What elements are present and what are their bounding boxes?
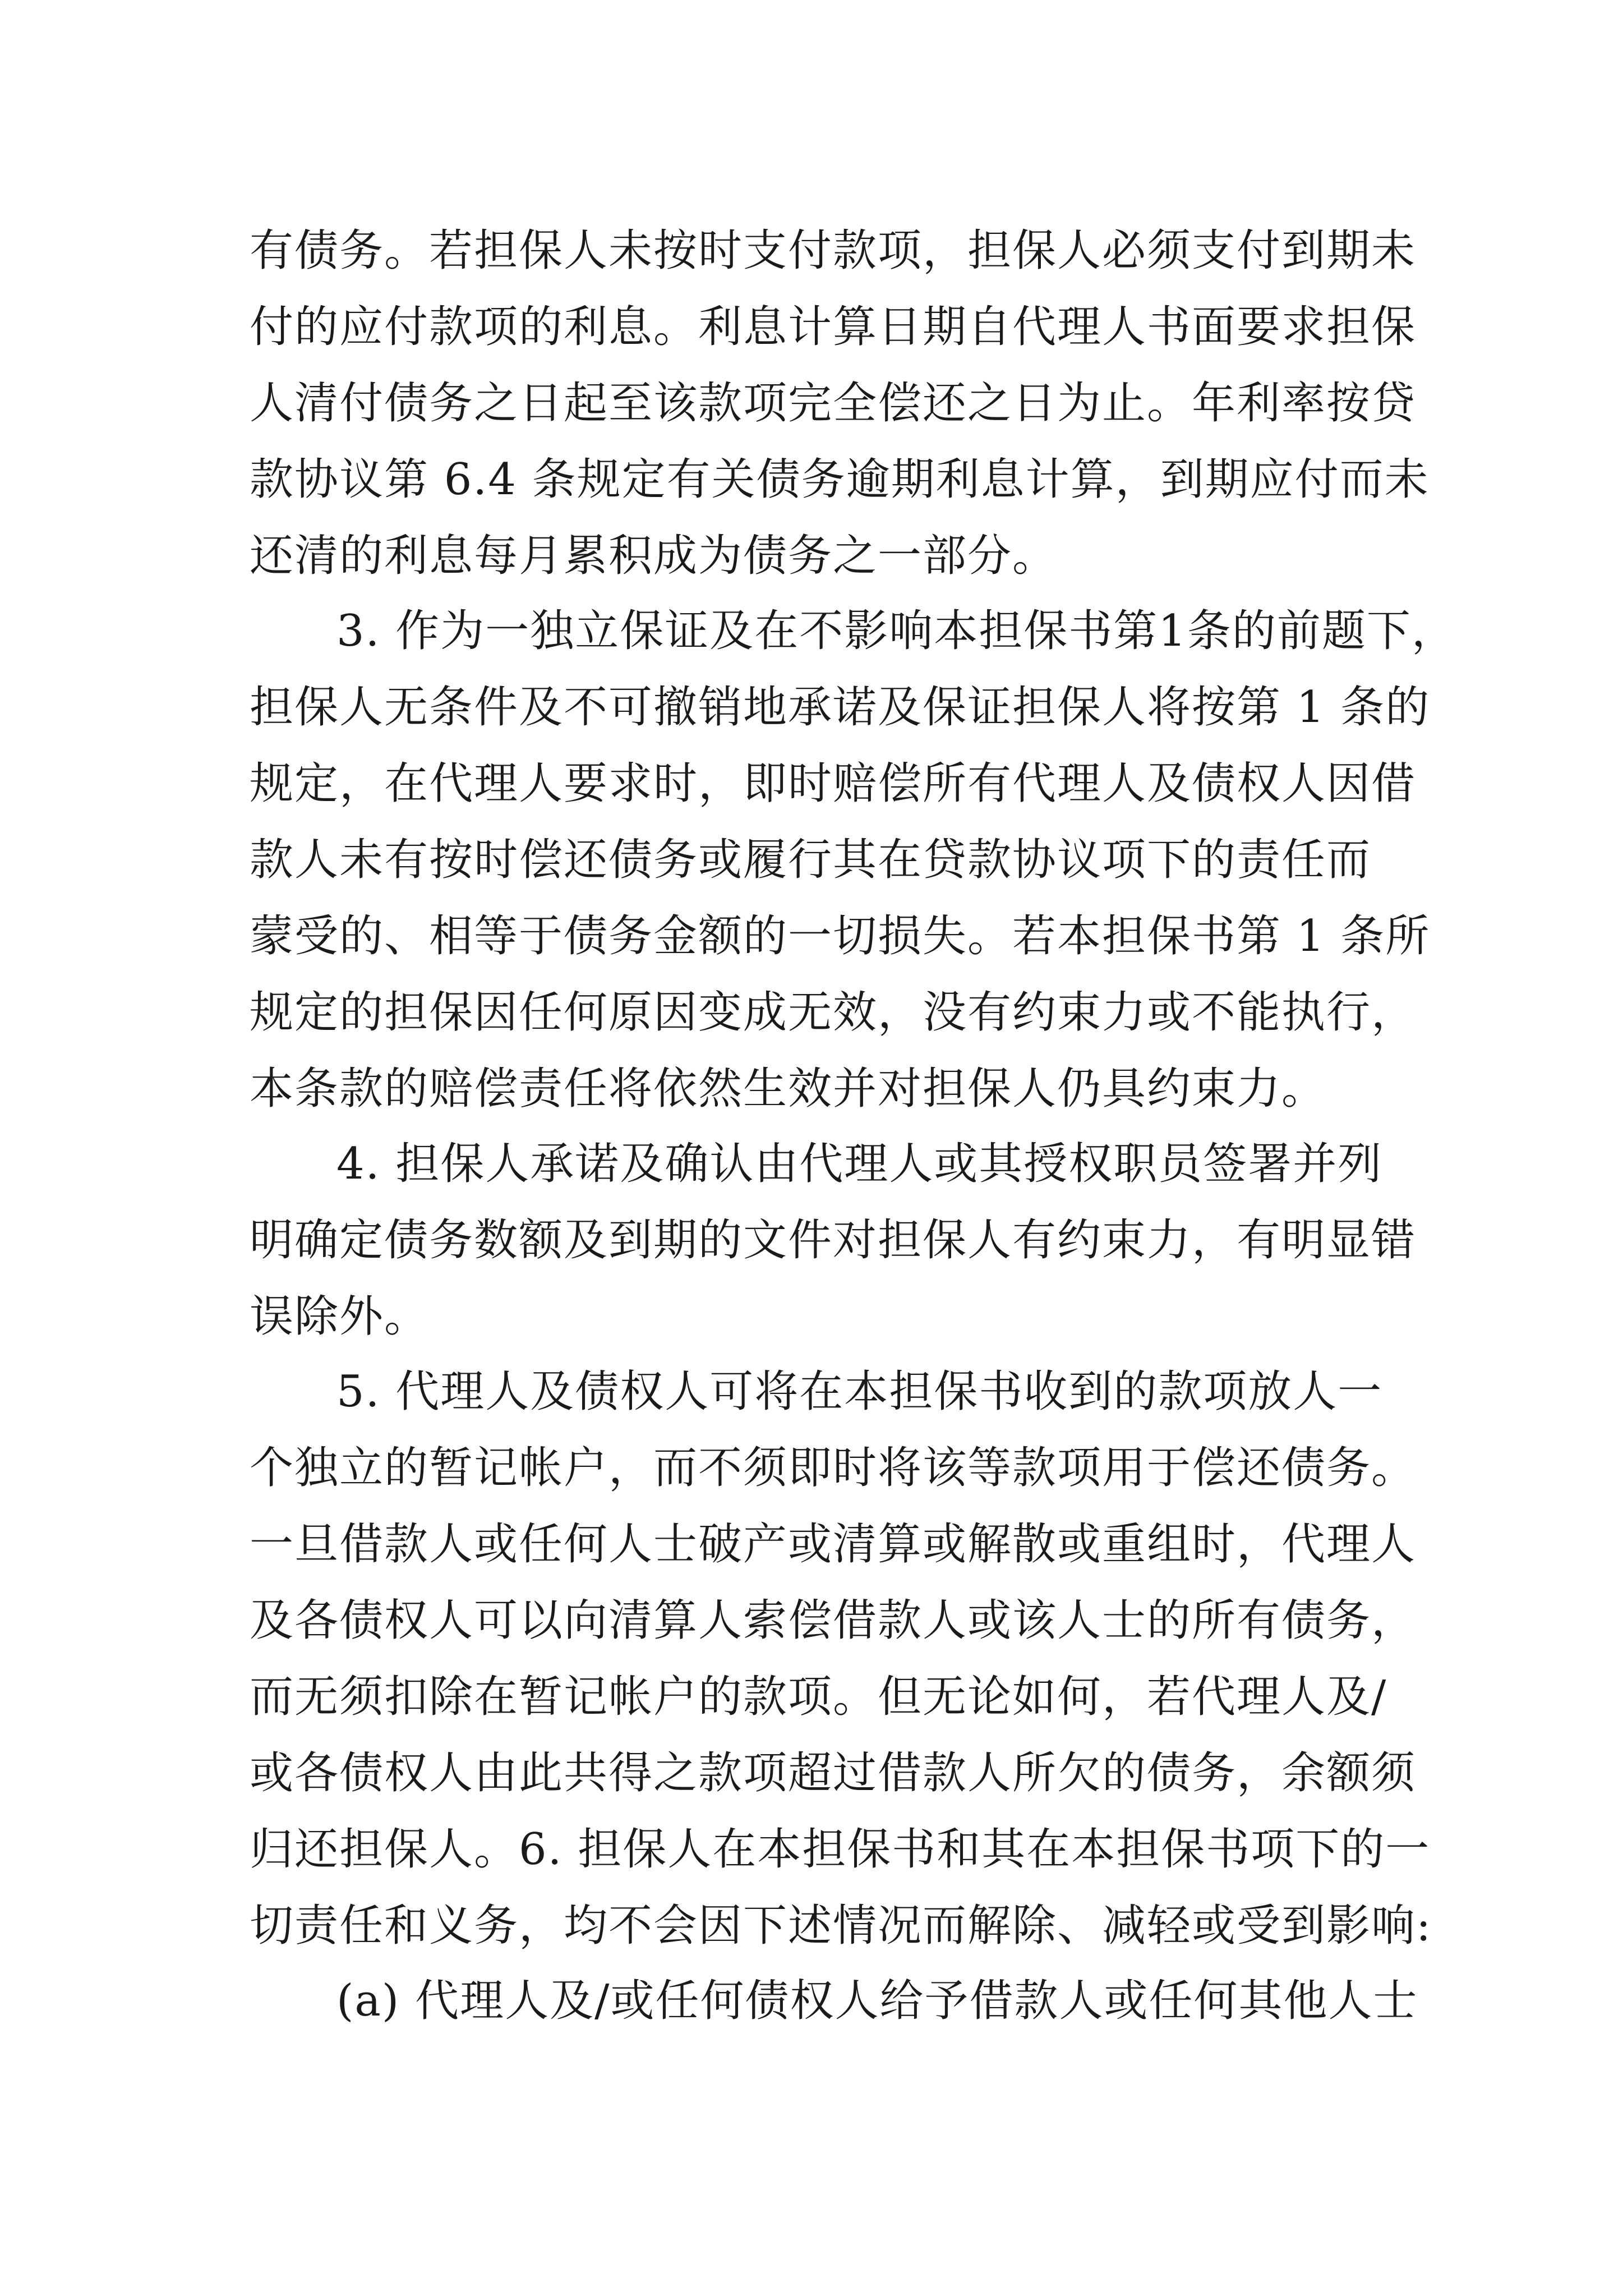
paragraph-line: 切责任和义务，均不会因下述情况而解除、减轻或受到影响: <box>250 1901 1432 1951</box>
paragraph-line: 误除外。 <box>250 1291 430 1342</box>
paragraph-line: 担保人无条件及不可撤销地承诺及保证担保人将按第 1 条的 <box>250 682 1431 733</box>
clause-3-line: 3. 作为一独立保证及在不影响本担保书第1条的前题下， <box>336 606 1456 656</box>
paragraph-line: 明确定债务数额及到期的文件对担保人有约束力，有明显错 <box>250 1215 1417 1266</box>
paragraph-line: 本条款的赔偿责任将依然生效并对担保人仍具约束力。 <box>250 1064 1327 1114</box>
paragraph-line: 个独立的暂记帐户，而不须即时将该等款项用于偿还债务。 <box>250 1443 1417 1493</box>
clause-5-line: 5. 代理人及债权人可将在本担保书收到的款项放人一 <box>336 1366 1383 1417</box>
clause-6a-line: (a) 代理人及/或任何债权人给予借款人或任何其他人士 <box>336 1976 1418 2026</box>
paragraph-line: 付的应付款项的利息。利息计算日期自代理人书面要求担保 <box>250 302 1417 352</box>
paragraph-line: 人清付债务之日起至该款项完全偿还之日为止。年利率按贷 <box>250 378 1417 429</box>
paragraph-line: 归还担保人。6. 担保人在本担保书和其在本担保书项下的一 <box>250 1824 1431 1875</box>
clause-4-line: 4. 担保人承诺及确认由代理人或其授权职员签署并列 <box>336 1139 1383 1189</box>
paragraph-line: 而无须扣除在暂记帐户的款项。但无论如何，若代理人及/ <box>250 1672 1387 1722</box>
paragraph-line: 款人未有按时偿还债务或履行其在贷款协议项下的责任而 <box>250 835 1372 885</box>
paragraph-line: 款协议第 6.4 条规定有关债务逾期利息计算，到期应付而未 <box>250 454 1430 505</box>
paragraph-line: 还清的利息每月累积成为债务之一部分。 <box>250 531 1058 581</box>
paragraph-line: 及各债权人可以向清算人索偿借款人或该人士的所有债务， <box>250 1595 1417 1646</box>
paragraph-line: 规定，在代理人要求时，即时赔偿所有代理人及债权人因借 <box>250 758 1417 809</box>
paragraph-line: 一旦借款人或任何人士破产或清算或解散或重组时，代理人 <box>250 1519 1417 1570</box>
paragraph-line: 蒙受的、相等于债务金额的一切损失。若本担保书第 1 条所 <box>250 911 1431 961</box>
paragraph-line: 或各债权人由此共得之款项超过借款人所欠的债务，余额须 <box>250 1748 1417 1798</box>
paragraph-line: 规定的担保因任何原因变成无效，没有约束力或不能执行， <box>250 987 1417 1038</box>
paragraph-line: 有债务。若担保人未按时支付款项，担保人必须支付到期未 <box>250 226 1417 276</box>
